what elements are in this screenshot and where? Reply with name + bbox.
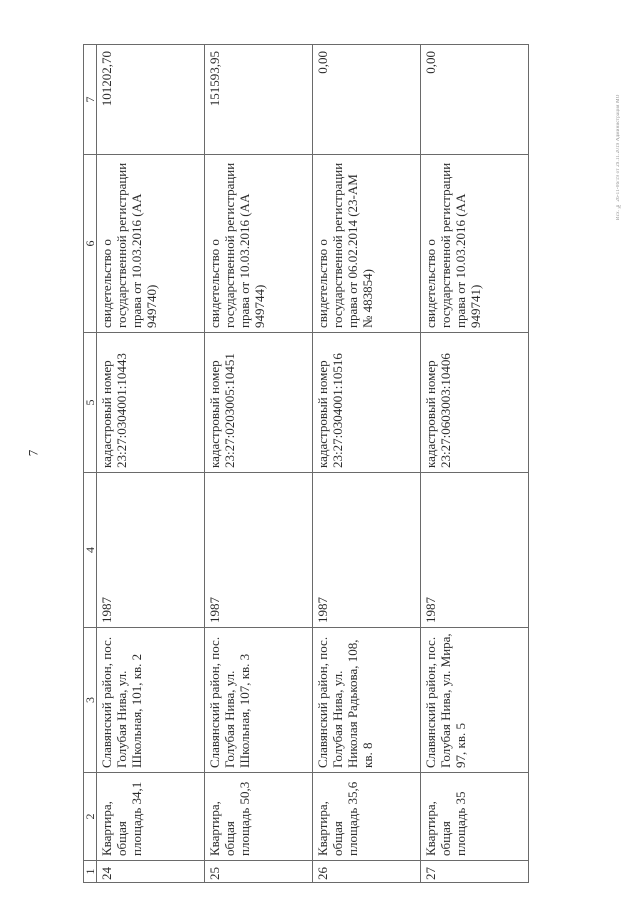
column-header: 5 bbox=[84, 333, 97, 473]
construction-year: 1987 bbox=[205, 473, 313, 628]
column-header: 2 bbox=[84, 773, 97, 861]
balance-value: 151593,95 bbox=[205, 45, 313, 155]
property-table bbox=[83, 44, 529, 883]
column-header: 4 bbox=[84, 473, 97, 628]
column-header: 1 bbox=[84, 861, 97, 883]
row-index: 24 bbox=[97, 861, 205, 883]
cadastral-number: кадастровый номер 23:27:0603003:10406 bbox=[421, 333, 529, 473]
table-row bbox=[205, 45, 313, 883]
row-index: 25 bbox=[205, 861, 313, 883]
table-row bbox=[97, 45, 205, 883]
column-header: 6 bbox=[84, 155, 97, 333]
page-number: 7 bbox=[25, 449, 41, 457]
object-address: Славянский район, пос. Голубая Нива, ул. Школьная, 107, кв. 3 bbox=[205, 628, 313, 773]
object-name: Квартира, общая площадь 50,3 bbox=[205, 773, 313, 861]
cadastral-number: кадастровый номер 23:27:0203005:10451 bbox=[205, 333, 313, 473]
construction-year: 1987 bbox=[421, 473, 529, 628]
ownership-document: свидетельство о государственной регистрации права от 10.03.2016 (АА 949744) bbox=[205, 155, 313, 333]
object-name: Квартира, общая площадь 35 bbox=[421, 773, 529, 861]
ownership-document: свидетельство о государственной регистрации права от 06.02.2014 (23-АМ № 483854) bbox=[313, 155, 421, 333]
cadastral-number: кадастровый номер 23:27:0304001:10516 bbox=[313, 333, 421, 473]
object-address: Славянский район, пос. Голубая Нива, ул. Николая Радькова, 108, кв. 8 bbox=[313, 628, 421, 773]
row-index: 27 bbox=[421, 861, 529, 883]
object-address: Славянский район, пос. Голубая Нива, ул. Мира, 97, кв. 5 bbox=[421, 628, 529, 773]
registration-stamp-note: Исх. № 26-11-06/19 от 29.11.2019 Администрация МО bbox=[616, 94, 621, 220]
ownership-document: свидетельство о государственной регистрации права от 10.03.2016 (АА 949741) bbox=[421, 155, 529, 333]
object-name: Квартира, общая площадь 35,6 bbox=[313, 773, 421, 861]
balance-value: 0,00 bbox=[313, 45, 421, 155]
ownership-document: свидетельство о государственной регистрации права от 10.03.2016 (АА 949740) bbox=[97, 155, 205, 333]
construction-year: 1987 bbox=[313, 473, 421, 628]
column-header: 7 bbox=[84, 45, 97, 155]
object-name: Квартира, общая площадь 34,1 bbox=[97, 773, 205, 861]
rotated-table-frame bbox=[83, 45, 548, 883]
column-number-row bbox=[84, 45, 97, 883]
object-address: Славянский район, пос. Голубая Нива, ул. Школьная, 101, кв. 2 bbox=[97, 628, 205, 773]
column-header: 3 bbox=[84, 628, 97, 773]
property-table-container bbox=[83, 45, 548, 883]
table-row bbox=[313, 45, 421, 883]
row-index: 26 bbox=[313, 861, 421, 883]
table-row bbox=[421, 45, 529, 883]
balance-value: 101202,70 bbox=[97, 45, 205, 155]
construction-year: 1987 bbox=[97, 473, 205, 628]
balance-value: 0,00 bbox=[421, 45, 529, 155]
cadastral-number: кадастровый номер 23:27:0304001:10443 bbox=[97, 333, 205, 473]
